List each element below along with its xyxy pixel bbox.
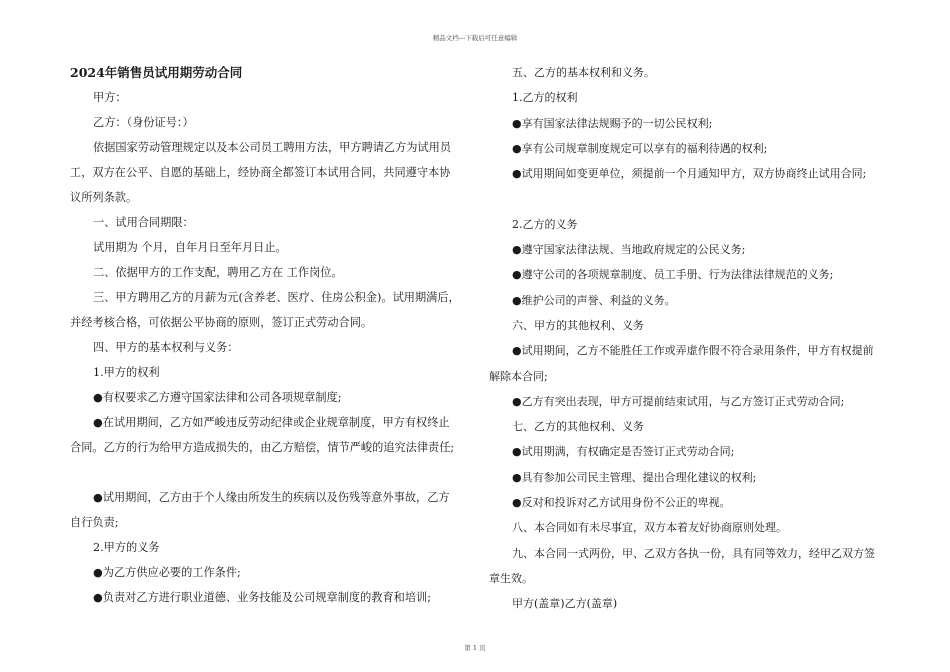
bullet-item: ●维护公司的声誉、利益的义务。 — [512, 293, 676, 307]
subsection-heading: 2.甲方的义务 — [93, 541, 160, 554]
bullet-item: ●负责对乙方进行职业道德、业务技能及公司规章制度的教育和培训; — [93, 591, 431, 604]
party-a-line: 甲方： — [93, 91, 127, 104]
bullet-item: ●享有公司规章制度规定可以享有的福利待遇的权利; — [512, 141, 768, 155]
bullet-item: ●在试用期间，乙方如严峻违反劳动纪律或企业规章制度，甲方有权终止合同。乙方的行为给甲方造成损失的，由乙方赔偿，情节严峻的追究法律责任; — [70, 416, 455, 454]
clause-paragraph: 二、依据甲方的工作支配，聘用乙方在 工作岗位。 — [93, 266, 343, 279]
subsection-heading: 2.乙方的义务 — [512, 217, 578, 231]
left-column — [70, 60, 460, 610]
section-heading: 一、试用合同期限： — [93, 216, 194, 229]
clause-paragraph: 三、甲方聘用乙方的月薪为元(含养老、医疗、住房公积金)。试用期满后，并经考核合格，可依据公平协商的原则，签订正式劳动合同。 — [70, 291, 460, 329]
preamble-paragraph: 依据国家劳动管理规定以及本公司员工聘用方法，甲方聘请乙方为试用员工，双方在公平、自愿的基础上，经协商全都签订本试用合同，共同遵守本协议所列条款。 — [70, 141, 452, 204]
subsection-heading: 1.乙方的权利 — [512, 91, 578, 105]
bullet-item: ●遵守公司的各项规章制度、员工手册、行为法律法律规范的义务; — [512, 268, 834, 282]
document-title: 2024年销售员试用期劳动合同 — [70, 65, 243, 80]
section-heading: 六、甲方的其他权利、义务 — [512, 318, 644, 332]
party-b-line: 乙方：（身份证号：） — [93, 116, 194, 129]
bullet-item: ●试用期满，有权确定是否签订正式劳动合同; — [512, 445, 735, 459]
section-heading: 五、乙方的基本权利和义务。 — [512, 66, 655, 79]
blank-line — [489, 186, 881, 211]
page-number: 第 1 页 — [464, 644, 486, 652]
clause-paragraph: 试用期为 个月，自年月日至年月日止。 — [93, 241, 287, 254]
bullet-item: ●试用期间，乙方不能胜任工作或弄虚作假不符合录用条件，甲方有权提前解除本合同; — [489, 344, 874, 383]
bullet-item: ●遵守国家法律法规、当地政府规定的公民义务; — [512, 243, 746, 257]
bullet-item: ●为乙方供应必要的工作条件; — [93, 566, 241, 579]
subsection-heading: 1.甲方的权利 — [93, 366, 160, 379]
signature-line: 甲方(盖章)乙方(盖章) — [512, 597, 618, 611]
right-column — [489, 60, 881, 617]
bullet-item: ●享有国家法律法规赐予的一切公民权利; — [512, 116, 713, 130]
clause-paragraph: 九、本合同一式两份，甲、乙双方各执一份，具有同等效力，经甲乙双方签章生效。 — [489, 546, 875, 585]
clause-paragraph: 八、本合同如有未尽事宜，双方本着友好协商原则处理。 — [512, 521, 787, 535]
blank-line — [70, 460, 460, 485]
page-header: 精品文档---下载后可任意编辑 — [432, 34, 518, 42]
bullet-item: ●试用期间，乙方由于个人缘由所发生的疾病以及伤残等意外事故，乙方自行负责; — [70, 491, 450, 529]
bullet-item: ●反对和投诉对乙方试用身份不公正的卑视。 — [512, 496, 731, 510]
bullet-item: ●乙方有突出表现，甲方可提前结束试用，与乙方签订正式劳动合同; — [512, 394, 845, 408]
bullet-item: ●试用期间如变更单位，须提前一个月通知甲方，双方协商终止试用合同; — [512, 167, 867, 181]
section-heading: 四、甲方的基本权利与义务： — [93, 341, 239, 354]
section-heading: 七、乙方的其他权利、义务 — [512, 420, 644, 434]
bullet-item: ●有权要求乙方遵守国家法律和公司各项规章制度; — [93, 391, 342, 404]
bullet-item: ●具有参加公司民主管理、提出合理化建议的权利; — [512, 470, 757, 484]
